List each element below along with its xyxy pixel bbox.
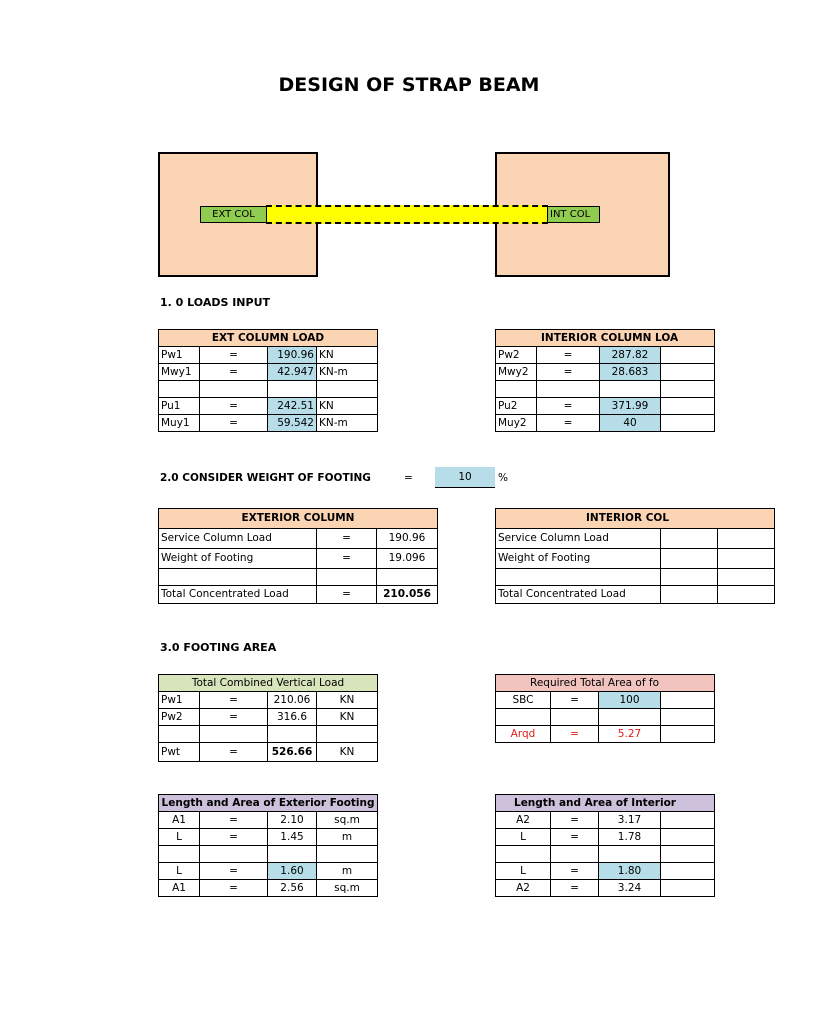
empty-cell: [317, 726, 378, 743]
empty-cell: [200, 381, 268, 398]
table-row: [159, 709, 378, 726]
required-area-table: [495, 674, 715, 743]
int-col-box: INT COL: [547, 206, 600, 223]
table-row: [496, 586, 775, 604]
table-row: [159, 863, 378, 880]
table-cell: 210.06: [268, 692, 317, 709]
table-cell: =: [200, 415, 268, 432]
table-cell: L: [159, 863, 200, 880]
empty-cell: [718, 529, 775, 549]
table-row: [159, 529, 438, 549]
table-cell: =: [551, 829, 599, 846]
empty-cell: [599, 709, 661, 726]
empty-cell: [537, 381, 600, 398]
table-cell: Weight of Footing: [159, 549, 317, 569]
table-cell: A2: [496, 812, 551, 829]
combined-load-table: [158, 674, 378, 762]
table-cell: =: [200, 812, 268, 829]
page-title: DESIGN OF STRAP BEAM: [278, 74, 540, 96]
table-cell: KN: [317, 398, 378, 415]
table-row-empty: [496, 709, 715, 726]
table-row: [159, 880, 378, 897]
table-cell: =: [200, 398, 268, 415]
table-row-empty: [496, 381, 715, 398]
empty-cell: [599, 846, 661, 863]
empty-cell: [200, 846, 268, 863]
table-cell: A1: [159, 880, 200, 897]
empty-cell: [268, 726, 317, 743]
table-row: [496, 398, 715, 415]
empty-cell: [600, 381, 661, 398]
empty-cell: [317, 381, 378, 398]
table-header: INTERIOR COLUMN LOA: [496, 330, 715, 347]
table-cell: =: [537, 364, 600, 381]
table-cell: KN-m: [317, 364, 378, 381]
table-cell: =: [200, 347, 268, 364]
table-header: Required Total Area of fo: [496, 675, 715, 692]
empty-cell: [268, 381, 317, 398]
table-row: [496, 692, 715, 709]
empty-cell: [159, 726, 200, 743]
table-cell: 5.27: [599, 726, 661, 743]
table-cell: 1.45: [268, 829, 317, 846]
table-cell: A1: [159, 812, 200, 829]
interior-footing-length-table: [495, 794, 715, 897]
table-cell: L: [496, 863, 551, 880]
table-header: Total Combined Vertical Load: [159, 675, 378, 692]
table-cell: =: [200, 743, 268, 762]
table-cell: 210.056: [377, 586, 438, 604]
table-cell: 40: [600, 415, 661, 432]
empty-cell: [661, 726, 715, 743]
empty-cell: [159, 381, 200, 398]
table-cell: Pw2: [496, 347, 537, 364]
table-row: [496, 529, 775, 549]
table-cell: Muy1: [159, 415, 200, 432]
table-cell: sq.m: [317, 812, 378, 829]
section-footing-area-heading: 3.0 FOOTING AREA: [160, 641, 277, 654]
table-row: [159, 364, 378, 381]
empty-cell: [159, 569, 317, 586]
table-row: [159, 829, 378, 846]
table-header: EXT COLUMN LOAD: [159, 330, 378, 347]
exterior-footing-length-table: [158, 794, 378, 897]
empty-cell: [317, 569, 377, 586]
table-cell: 2.10: [268, 812, 317, 829]
empty-cell: [661, 586, 718, 604]
table-header: INTERIOR COL: [496, 509, 775, 529]
table-cell: 1.60: [268, 863, 317, 880]
empty-cell: [661, 569, 718, 586]
table-cell: KN: [317, 743, 378, 762]
table-row-empty: [159, 846, 378, 863]
table-cell: =: [200, 880, 268, 897]
footing-weight-eq: =: [404, 472, 413, 484]
table-cell: 190.96: [377, 529, 438, 549]
table-cell: =: [537, 415, 600, 432]
empty-cell: [661, 398, 715, 415]
table-cell: =: [551, 863, 599, 880]
empty-cell: [159, 846, 200, 863]
footing-weight-unit: %: [498, 472, 508, 484]
table-cell: 28.683: [600, 364, 661, 381]
table-row: [159, 398, 378, 415]
table-cell: =: [317, 586, 377, 604]
table-cell: =: [537, 398, 600, 415]
table-cell: =: [200, 709, 268, 726]
table-cell: 2.56: [268, 880, 317, 897]
table-cell: 1.80: [599, 863, 661, 880]
table-cell: Total Concentrated Load: [496, 586, 661, 604]
table-header: EXTERIOR COLUMN: [159, 509, 438, 529]
table-cell: =: [551, 726, 599, 743]
empty-cell: [551, 846, 599, 863]
table-row: [496, 726, 715, 743]
interior-column-table: [495, 508, 775, 604]
footing-weight-input[interactable]: 10: [435, 467, 495, 488]
table-row: [496, 863, 715, 880]
table-row: [159, 743, 378, 762]
table-cell: m: [317, 829, 378, 846]
table-cell: Mwy2: [496, 364, 537, 381]
table-cell: 316.6: [268, 709, 317, 726]
strap-beam: [266, 205, 548, 224]
ext-col-box: EXT COL: [200, 206, 267, 223]
table-cell: Muy2: [496, 415, 537, 432]
empty-cell: [661, 829, 715, 846]
empty-cell: [496, 846, 551, 863]
table-cell: 19.096: [377, 549, 438, 569]
table-cell: 242.51: [268, 398, 317, 415]
table-cell: sq.m: [317, 880, 378, 897]
table-cell: 59.542: [268, 415, 317, 432]
table-row: [496, 347, 715, 364]
table-row-empty: [496, 569, 775, 586]
table-cell: L: [496, 829, 551, 846]
table-row: [496, 415, 715, 432]
table-cell: =: [200, 364, 268, 381]
table-cell: =: [317, 549, 377, 569]
table-header: Length and Area of Exterior Footing: [159, 795, 378, 812]
empty-cell: [661, 880, 715, 897]
empty-cell: [661, 347, 715, 364]
empty-cell: [661, 529, 718, 549]
table-cell: KN: [317, 692, 378, 709]
empty-cell: [496, 381, 537, 398]
empty-cell: [718, 569, 775, 586]
table-cell: Mwy1: [159, 364, 200, 381]
table-header: Length and Area of Interior: [496, 795, 715, 812]
empty-cell: [268, 846, 317, 863]
empty-cell: [317, 846, 378, 863]
empty-cell: [551, 709, 599, 726]
empty-cell: [661, 812, 715, 829]
table-cell: 287.82: [600, 347, 661, 364]
table-row: [159, 692, 378, 709]
table-cell: 3.24: [599, 880, 661, 897]
table-cell: 190.96: [268, 347, 317, 364]
table-row: [496, 829, 715, 846]
table-cell: A2: [496, 880, 551, 897]
table-cell: =: [200, 829, 268, 846]
table-cell: =: [551, 880, 599, 897]
empty-cell: [661, 415, 715, 432]
section-loads-input-heading: 1. 0 LOADS INPUT: [160, 296, 271, 309]
empty-cell: [661, 381, 715, 398]
table-cell: Service Column Load: [159, 529, 317, 549]
empty-cell: [661, 364, 715, 381]
table-cell: Weight of Footing: [496, 549, 661, 569]
empty-cell: [661, 846, 715, 863]
table-row: [159, 549, 438, 569]
exterior-column-table: [158, 508, 438, 604]
table-cell: 3.17: [599, 812, 661, 829]
table-cell: KN: [317, 347, 378, 364]
table-row-empty: [159, 381, 378, 398]
table-cell: 1.78: [599, 829, 661, 846]
table-cell: m: [317, 863, 378, 880]
table-cell: 526.66: [268, 743, 317, 762]
table-cell: =: [200, 692, 268, 709]
empty-cell: [661, 709, 715, 726]
table-cell: 371.99: [600, 398, 661, 415]
table-row-empty: [496, 846, 715, 863]
table-row: [496, 812, 715, 829]
section-footing-weight-heading: 2.0 CONSIDER WEIGHT OF FOOTING: [160, 472, 371, 484]
table-cell: Total Concentrated Load: [159, 586, 317, 604]
table-cell: Arqd: [496, 726, 551, 743]
interior-column-load-table: [495, 329, 715, 432]
table-cell: Pu2: [496, 398, 537, 415]
table-row: [159, 812, 378, 829]
table-cell: =: [551, 692, 599, 709]
table-cell: =: [537, 347, 600, 364]
empty-cell: [718, 586, 775, 604]
empty-cell: [661, 549, 718, 569]
table-row: [496, 364, 715, 381]
empty-cell: [496, 569, 661, 586]
table-row-empty: [159, 726, 378, 743]
table-row: [159, 347, 378, 364]
table-row: [159, 415, 378, 432]
table-cell: 100: [599, 692, 661, 709]
table-row: [159, 586, 438, 604]
table-cell: SBC: [496, 692, 551, 709]
table-cell: KN-m: [317, 415, 378, 432]
table-cell: 42.947: [268, 364, 317, 381]
empty-cell: [200, 726, 268, 743]
empty-cell: [661, 692, 715, 709]
ext-column-load-table: [158, 329, 378, 432]
empty-cell: [377, 569, 438, 586]
table-row: [496, 549, 775, 569]
table-cell: Pw2: [159, 709, 200, 726]
table-cell: Service Column Load: [496, 529, 661, 549]
table-cell: Pwt: [159, 743, 200, 762]
table-cell: L: [159, 829, 200, 846]
table-cell: Pu1: [159, 398, 200, 415]
table-cell: Pw1: [159, 692, 200, 709]
table-cell: =: [551, 812, 599, 829]
table-cell: =: [200, 863, 268, 880]
table-cell: Pw1: [159, 347, 200, 364]
empty-cell: [661, 863, 715, 880]
table-row-empty: [159, 569, 438, 586]
table-cell: KN: [317, 709, 378, 726]
table-cell: =: [317, 529, 377, 549]
empty-cell: [718, 549, 775, 569]
empty-cell: [496, 709, 551, 726]
table-row: [496, 880, 715, 897]
